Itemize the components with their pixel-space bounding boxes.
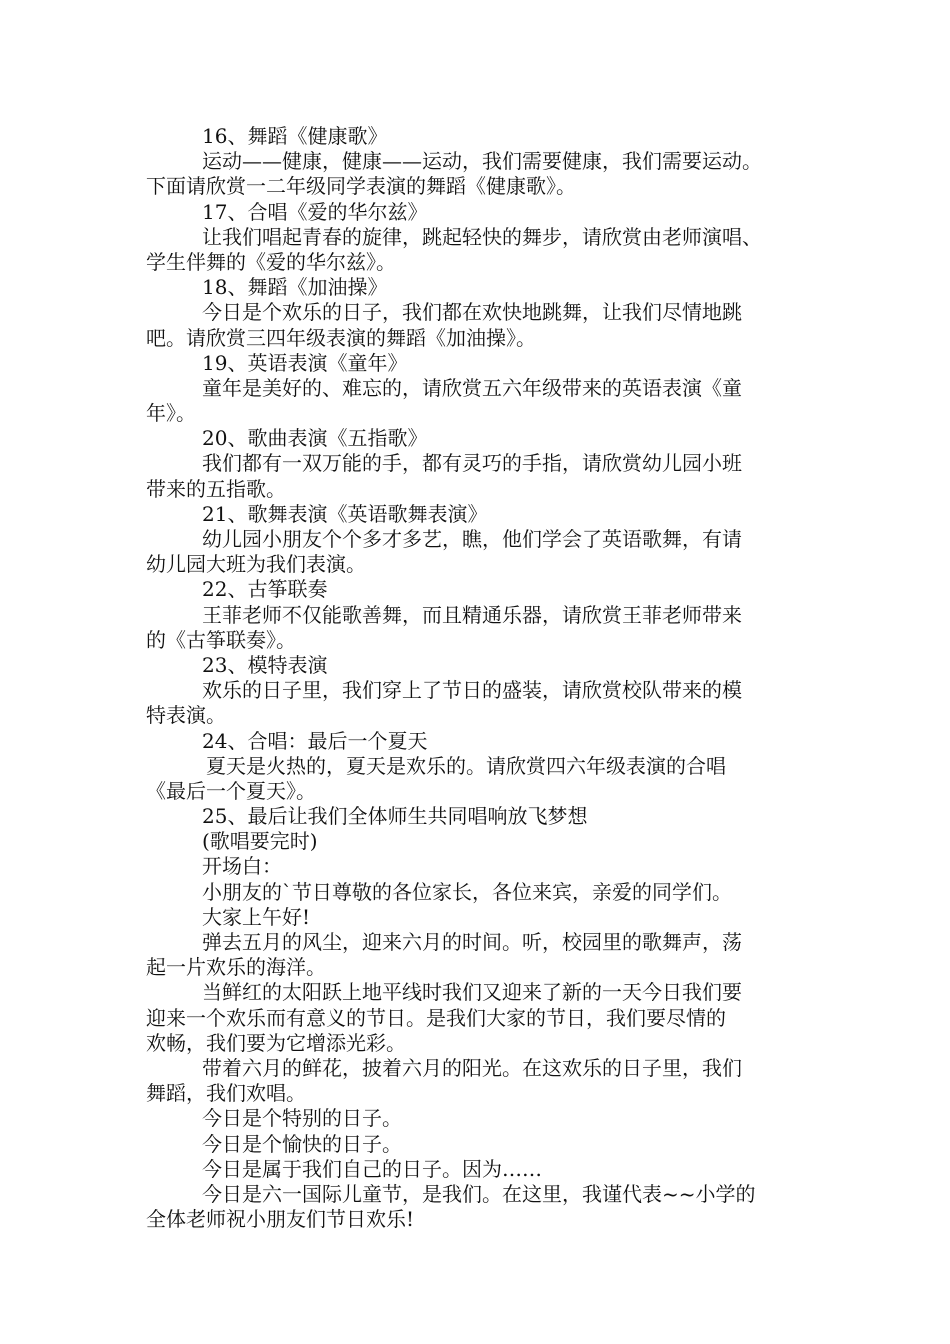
program-intro-text: 童年是美好的、难忘的，请欣赏五六年级带来的英语表演《童 xyxy=(202,375,742,400)
program-intro-text: 的《古筝联奏》。 xyxy=(146,627,296,652)
program-item-heading: 22、古筝联奏 xyxy=(202,577,328,602)
program-intro-text: 特表演。 xyxy=(146,703,226,728)
program-item-heading: 20、歌曲表演《五指歌》 xyxy=(202,426,428,451)
program-intro-text: 带来的五指歌。 xyxy=(146,476,286,501)
speech-text: 小朋友的`节日尊敬的各位家长，各位来宾，亲爱的同学们。 xyxy=(202,879,732,904)
program-intro-text: 幼儿园小朋友个个多才多艺，瞧，他们学会了英语歌舞，有请 xyxy=(202,527,742,551)
program-item-heading: 17、合唱《爱的华尔兹》 xyxy=(202,199,428,224)
speech-text: 今日是属于我们自己的日子。因为…… xyxy=(202,1156,542,1181)
document-body xyxy=(146,124,808,1232)
speech-text: 起一片欢乐的海洋。 xyxy=(146,955,326,980)
stage-note: (歌唱要完时) xyxy=(202,829,318,854)
program-intro-text: 下面请欣赏一二年级同学表演的舞蹈《健康歌》。 xyxy=(146,174,576,199)
speech-text: 今日是六一国际儿童节，是我们。在这里，我谨代表~~小学的 xyxy=(202,1181,756,1206)
section-heading: 开场白： xyxy=(202,854,282,879)
program-intro-text: 王菲老师不仅能歌善舞，而且精通乐器，请欣赏王菲老师带来 xyxy=(202,602,742,627)
speech-text: 带着六月的鲜花，披着六月的阳光。在这欢乐的日子里，我们 xyxy=(202,1055,742,1080)
program-intro-text: 运动——健康，健康——运动，我们需要健康，我们需要运动。 xyxy=(202,149,762,174)
program-intro-text: 年》。 xyxy=(146,401,196,426)
program-item-heading: 19、英语表演《童年》 xyxy=(202,350,408,375)
program-intro-text: 学生伴舞的《爱的华尔兹》。 xyxy=(146,249,396,274)
speech-text: 欢畅，我们要为它增添光彩。 xyxy=(146,1030,406,1055)
program-intro-text: 今日是个欢乐的日子，我们都在欢快地跳舞，让我们尽情地跳 xyxy=(202,300,742,325)
speech-text: 大家上午好! xyxy=(202,904,311,929)
program-intro-text: 我们都有一双万能的手，都有灵巧的手指，请欣赏幼儿园小班 xyxy=(202,451,742,476)
program-intro-text: 吧。请欣赏三四年级表演的舞蹈《加油操》。 xyxy=(146,325,536,350)
speech-text: 弹去五月的风尘，迎来六月的时间。听，校园里的歌舞声，荡 xyxy=(202,930,742,954)
program-item-heading: 24、合唱：最后一个夏天 xyxy=(202,728,428,753)
speech-text: 迎来一个欢乐而有意义的节日。是我们大家的节日，我们要尽情的 xyxy=(146,1005,726,1030)
program-item-heading: 18、舞蹈《加油操》 xyxy=(202,275,388,300)
speech-text: 今日是个愉快的日子。 xyxy=(202,1131,402,1156)
program-intro-text: 《最后一个夏天》。 xyxy=(146,778,316,803)
program-intro-text: 幼儿园大班为我们表演。 xyxy=(146,552,366,577)
program-intro-text: 让我们唱起青春的旋律，跳起轻快的舞步，请欣赏由老师演唱、 xyxy=(202,224,762,249)
program-item-heading: 16、舞蹈《健康歌》 xyxy=(202,124,388,148)
program-intro-text: 夏天是火热的，夏天是欢乐的。请欣赏四六年级表演的合唱 xyxy=(206,753,726,778)
speech-text: 舞蹈，我们欢唱。 xyxy=(146,1081,306,1106)
program-item-heading: 23、模特表演 xyxy=(202,652,328,677)
program-item-heading: 21、歌舞表演《英语歌舞表演》 xyxy=(202,501,488,526)
program-intro-text: 欢乐的日子里，我们穿上了节日的盛装，请欣赏校队带来的模 xyxy=(202,678,742,703)
speech-text: 当鲜红的太阳跃上地平线时我们又迎来了新的一天今日我们要 xyxy=(202,980,742,1005)
program-item-heading: 25、最后让我们全体师生共同唱响放飞梦想 xyxy=(202,804,588,829)
speech-text: 全体老师祝小朋友们节日欢乐! xyxy=(146,1207,415,1232)
speech-text: 今日是个特别的日子。 xyxy=(202,1106,402,1131)
